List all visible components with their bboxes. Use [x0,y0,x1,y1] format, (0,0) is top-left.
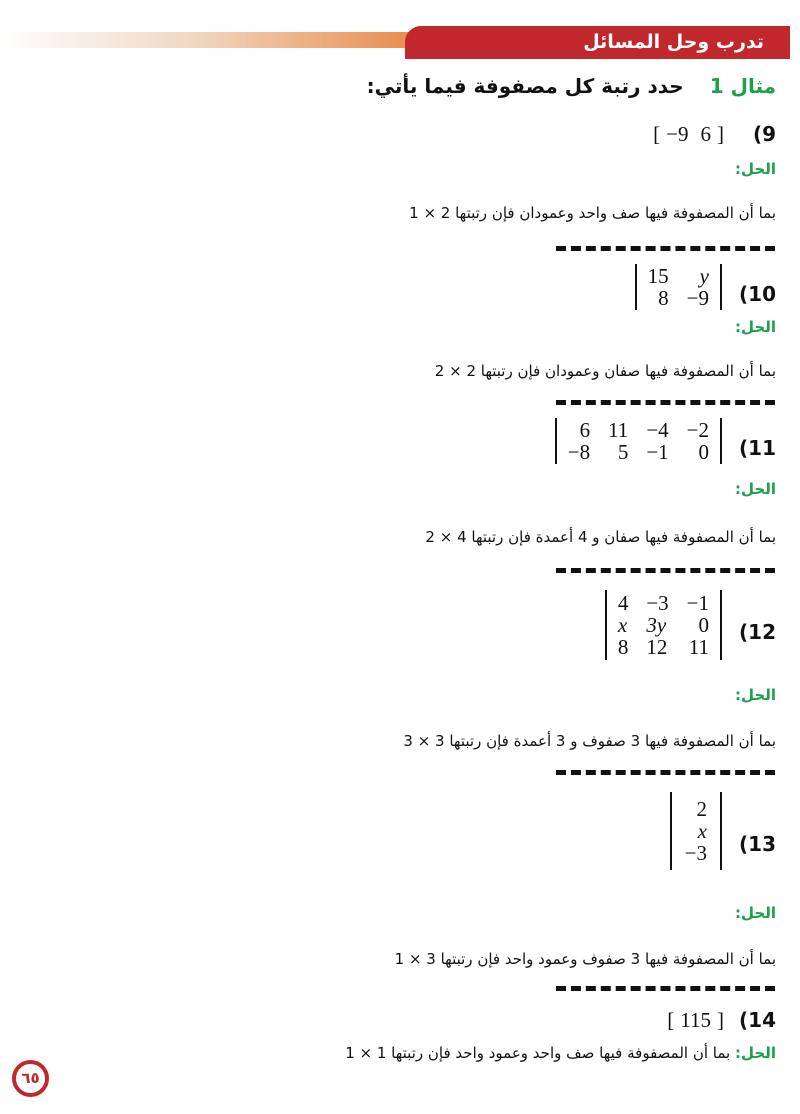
matrix-cell: 6 [700,122,711,146]
matrix-cell: 15 [647,264,669,288]
matrix-cell: x [617,613,628,637]
matrix-cell: 6 [579,418,591,442]
problem-number: (10 [739,282,776,306]
solution-label: الحل: [735,904,776,922]
matrix-cell: 11 [608,418,629,442]
matrix-cell: 0 [698,440,709,464]
matrix-cell: 5 [617,440,629,464]
solution-statement: بما أن المصفوفة فيها صف واحد وعمود واحد فإن رتبتها 1 × 1 [345,1044,731,1062]
solution-statement: بما أن المصفوفة فيها 3 صفوف وعمود واحد فإن رتبتها 3 × 1 [394,950,776,968]
matrix-cell: 3y [646,613,667,637]
matrix-cell: −1 [686,591,709,615]
solution-statement: بما أن المصفوفة فيها صفان وعمودان فإن رتبتها 2 × 2 [434,362,776,380]
solution-statement: بما أن المصفوفة فيها 3 صفوف و 3 أعمدة فإن رتبتها 3 × 3 [403,732,776,750]
header-gradient [0,32,420,48]
problem-number: (9 [752,122,776,146]
matrix-11 [555,418,722,464]
section-title: تدرب وحل المسائل [583,31,764,53]
matrix-cell: −8 [567,440,591,464]
matrix-cell: y [699,264,709,288]
matrix-cell: −4 [646,418,669,442]
matrix-cell: 4 [617,591,629,615]
matrix-cell: −9 [686,286,709,310]
solution-statement: بما أن المصفوفة فيها صف واحد وعمودان فإن رتبتها 2 × 1 [409,204,776,222]
solution-label: الحل: [735,1044,776,1062]
separator [556,986,775,991]
separator [556,568,775,573]
section-header [0,26,790,59]
solution-line-14 [345,1044,776,1062]
matrix-cell: 8 [658,286,669,310]
solution-label: الحل: [735,318,776,336]
matrix-cell: −9 [666,122,689,146]
problem-number: (13 [739,832,776,856]
solution-label: الحل: [735,686,776,704]
matrix-10 [635,264,722,310]
separator [556,246,775,251]
solution-statement: بما أن المصفوفة فيها صفان و 4 أعمدة فإن رتبتها 4 × 2 [425,528,776,546]
matrix-9: [ −9 6 ] [653,122,724,146]
matrix-13 [670,792,722,870]
matrix-cell: 8 [617,635,629,659]
matrix-cell: 2 [696,797,707,821]
matrix-14: [ 115 ] [667,1008,724,1032]
matrix-cell: 0 [698,613,709,637]
example-prompt: حدد رتبة كل مصفوفة فيما يأتي: [366,74,684,98]
problem-number: (14 [739,1008,776,1032]
example-label: مثال 1 [709,74,776,98]
matrix-cell: −3 [646,591,669,615]
solution-label: الحل: [735,160,776,178]
solution-label: الحل: [735,480,776,498]
problem-number: (11 [739,436,776,460]
matrix-cell: −2 [686,418,709,442]
matrix-12 [605,590,722,660]
separator [556,400,775,405]
matrix-cell: 115 [680,1008,711,1032]
matrix-cell: 12 [646,635,668,659]
matrix-cell: −1 [646,440,669,464]
problem-number: (12 [739,620,776,644]
header-tab [405,26,790,59]
matrix-cell: 11 [688,635,709,659]
page-number: ٦٥ [12,1060,49,1097]
separator [556,770,775,775]
example-row [367,74,776,98]
matrix-cell: x [697,819,707,843]
matrix-cell: −3 [684,841,707,865]
